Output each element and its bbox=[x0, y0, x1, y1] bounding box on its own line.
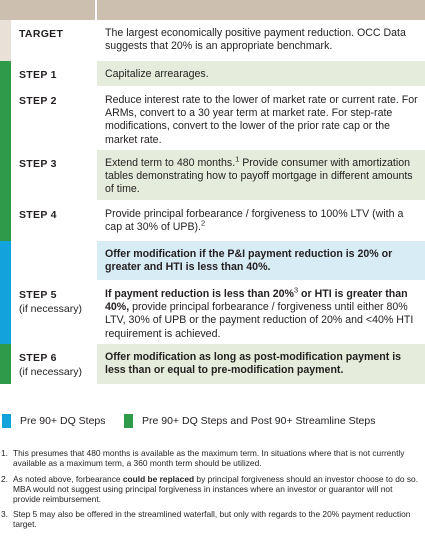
step-3-text-b: Provide consumer with amortization tables demonstrating how to payoff mortgage in different amounts of time. bbox=[105, 157, 413, 196]
row-step-4 bbox=[0, 201, 425, 241]
step-6-content-cell bbox=[97, 344, 425, 384]
footnote-3-text: Step 5 may also be offered in the streamlined waterfall, but only with regards to the 20% payment reduction target. bbox=[13, 509, 411, 530]
green-strip bbox=[0, 150, 11, 201]
step-5-label-cell bbox=[13, 281, 95, 344]
blue-swatch bbox=[2, 414, 11, 428]
step-5-bold-b: or HTI is greater than 40%, bbox=[105, 288, 408, 314]
target-content-cell bbox=[97, 20, 425, 61]
step-2-label: STEP 2 bbox=[19, 95, 57, 107]
step-4-label: STEP 4 bbox=[19, 209, 57, 221]
row-divider bbox=[13, 240, 425, 241]
row-step-5 bbox=[0, 281, 425, 344]
step-3-content-cell bbox=[97, 150, 425, 201]
step-6-label-cell bbox=[13, 344, 95, 384]
step-5-label: STEP 5 bbox=[19, 289, 57, 301]
step-6-sub: (if necessary) bbox=[19, 366, 83, 378]
step-1-label: STEP 1 bbox=[19, 69, 57, 81]
footnote-2-bold: could be replaced bbox=[122, 474, 195, 484]
step-4-content-cell bbox=[97, 201, 425, 241]
row-step-6 bbox=[0, 344, 425, 384]
green-swatch bbox=[124, 414, 133, 428]
green-strip bbox=[0, 61, 11, 87]
step-5-bold-a: If payment reduction is less than 20% bbox=[105, 288, 294, 300]
step-5-content-cell bbox=[97, 281, 425, 344]
footnote-ref-3: 3 bbox=[293, 285, 299, 295]
offer-content-cell bbox=[97, 241, 425, 281]
offer-text: Offer modification if the P&I payment reduction is 20% or greater and HTI is less than 40%. bbox=[105, 248, 393, 274]
footnote-1-num: 1. bbox=[1, 448, 8, 458]
step-1-content-cell bbox=[97, 61, 425, 87]
green-strip bbox=[0, 201, 11, 241]
step-1-text: Capitalize arrearages. bbox=[105, 68, 209, 80]
step-3-text bbox=[105, 154, 419, 197]
row-divider bbox=[13, 280, 425, 281]
footnote-ref-1: 1 bbox=[235, 154, 240, 164]
footnote-ref-2: 2 bbox=[200, 218, 206, 228]
footnote-2-text bbox=[13, 474, 421, 505]
footnote-3-num: 3. bbox=[1, 509, 8, 519]
blue-strip bbox=[0, 281, 11, 344]
footnote-2-num: 2. bbox=[1, 474, 8, 484]
step-4-label-cell bbox=[13, 201, 95, 241]
target-text: The largest economically positive payment reduction. OCC Data suggests that 20% is an appropriate benchmark. bbox=[105, 27, 406, 53]
row-divider bbox=[13, 200, 425, 201]
footnote-1-text: This presumes that 480 months is available as the maximum term. In situations where that is not currently available as a maximum term, a 360 month term should be utilized. bbox=[13, 448, 405, 469]
row-step-3 bbox=[0, 150, 425, 201]
row-target bbox=[0, 20, 425, 61]
legend-green-label: Pre 90+ DQ Steps and Post 90+ Streamline Steps bbox=[142, 415, 376, 427]
step-5-text bbox=[105, 285, 419, 341]
target-strip bbox=[0, 20, 11, 61]
step-1-label-cell bbox=[13, 61, 95, 87]
target-label-cell bbox=[13, 20, 95, 61]
green-strip bbox=[0, 87, 11, 150]
header-cell-label bbox=[0, 0, 95, 20]
row-divider bbox=[13, 149, 425, 150]
green-strip bbox=[0, 344, 11, 384]
step-2-text: Reduce interest rate to the lower of market rate or current rate. For ARMs, convert to a 30 year term at market rate. For step-rate modifications, convert to the lower of the prior rate cap or the market rate. bbox=[105, 94, 418, 146]
step-4-text bbox=[105, 208, 419, 234]
row-step-1 bbox=[0, 61, 425, 87]
row-divider bbox=[13, 86, 425, 87]
footnote-2-text-b: by principal forgiveness should an investor choose to do so. MBA would not suggest using principal forgiveness in instances where an investor or guarantor will not provide reimbursement. bbox=[13, 474, 419, 505]
blue-strip bbox=[0, 241, 11, 281]
row-divider bbox=[13, 343, 425, 344]
step-2-label-cell bbox=[13, 87, 95, 150]
target-label: TARGET bbox=[19, 28, 64, 40]
step-6-text: Offer modification as long as post-modification payment is less than or equal to pre-modification payment. bbox=[105, 351, 402, 377]
step-5-text-rest: provide principal forbearance / forgiveness until either 80% LTV, 30% of UPB or the payment reduction of 20% and <40% HTI requirement is achieved. bbox=[105, 301, 414, 340]
step-2-content-cell bbox=[97, 87, 425, 150]
step-4-text-a: Provide principal forbearance / forgiveness to 100% LTV (with a cap at 30% of UPB). bbox=[105, 208, 404, 234]
step-3-label-cell bbox=[13, 150, 95, 201]
step-3-label: STEP 3 bbox=[19, 158, 57, 170]
row-offer bbox=[0, 241, 425, 281]
step-5-sub: (if necessary) bbox=[19, 303, 83, 315]
step-6-label: STEP 6 bbox=[19, 352, 57, 364]
step-3-text-a: Extend term to 480 months. bbox=[105, 157, 236, 169]
table-header bbox=[0, 0, 425, 20]
row-step-2 bbox=[0, 87, 425, 150]
header-cell-content bbox=[97, 0, 425, 20]
footnote-2-text-a: As noted above, forbearance bbox=[13, 474, 123, 484]
legend-blue-label: Pre 90+ DQ Steps bbox=[20, 415, 106, 427]
offer-label-cell bbox=[13, 241, 95, 281]
